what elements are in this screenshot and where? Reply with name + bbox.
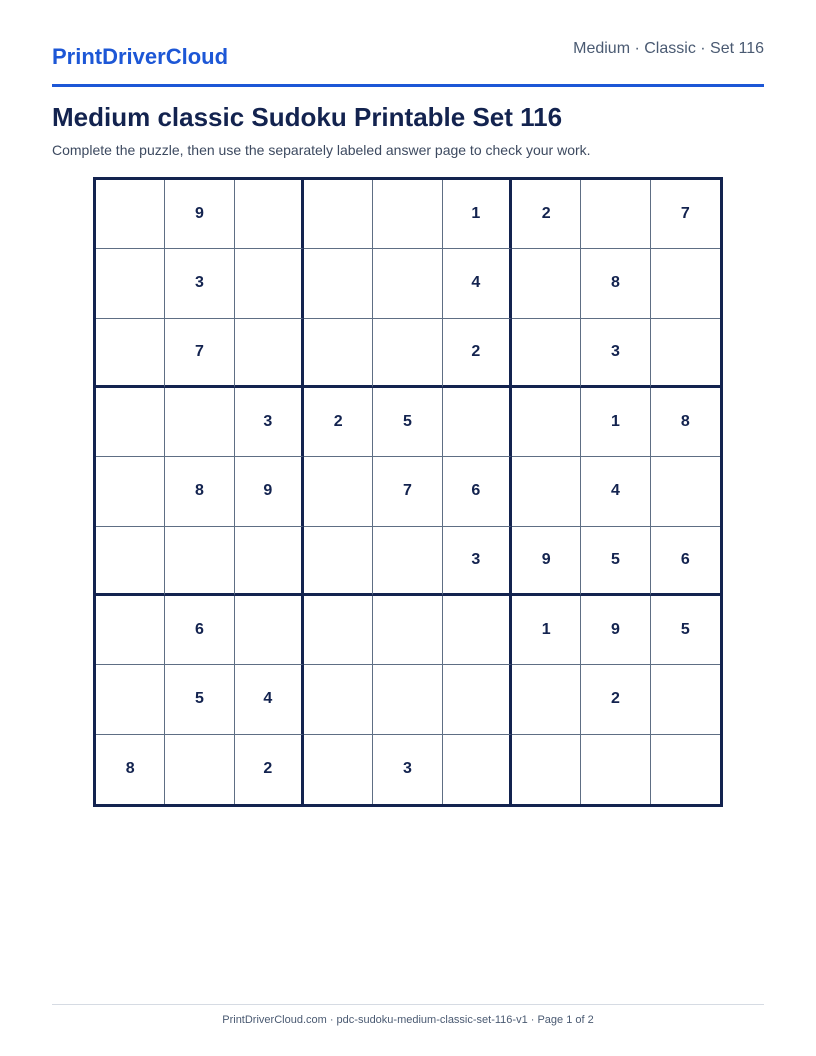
sudoku-cell[interactable] <box>443 665 512 734</box>
page-subtitle: Complete the puzzle, then use the separately labeled answer page to check your work. <box>52 142 591 158</box>
sudoku-cell[interactable]: 3 <box>581 319 650 388</box>
sudoku-cell[interactable] <box>512 388 581 457</box>
sudoku-cell[interactable] <box>373 665 442 734</box>
footer-divider <box>52 1004 764 1005</box>
sudoku-cell[interactable] <box>96 180 165 249</box>
sudoku-cell[interactable] <box>96 249 165 318</box>
puzzle-meta: Medium · Classic · Set 116 <box>573 40 764 57</box>
sudoku-cell[interactable]: 6 <box>651 527 720 596</box>
sudoku-cell[interactable] <box>235 319 304 388</box>
sudoku-cell[interactable] <box>304 249 373 318</box>
page-footer: PrintDriverCloud.com · pdc-sudoku-medium-classic-set-116-v1 · Page 1 of 2 <box>222 1014 594 1026</box>
sudoku-cell[interactable]: 8 <box>96 735 165 804</box>
sudoku-cell[interactable]: 9 <box>581 596 650 665</box>
sudoku-cell[interactable]: 5 <box>581 527 650 596</box>
sudoku-cell[interactable] <box>373 527 442 596</box>
sudoku-cell[interactable]: 4 <box>443 249 512 318</box>
sudoku-cell[interactable] <box>235 249 304 318</box>
sudoku-cell[interactable]: 8 <box>581 249 650 318</box>
sudoku-cell[interactable]: 7 <box>651 180 720 249</box>
sudoku-cell[interactable] <box>165 388 234 457</box>
sudoku-cell[interactable] <box>651 665 720 734</box>
sudoku-cell[interactable]: 1 <box>443 180 512 249</box>
sudoku-cell[interactable]: 5 <box>373 388 442 457</box>
sudoku-cell[interactable]: 1 <box>512 596 581 665</box>
sudoku-cell[interactable] <box>235 527 304 596</box>
sudoku-cell[interactable]: 2 <box>443 319 512 388</box>
sudoku-cell[interactable]: 7 <box>165 319 234 388</box>
sudoku-cell[interactable] <box>443 596 512 665</box>
sudoku-cell[interactable]: 5 <box>165 665 234 734</box>
sudoku-cell[interactable]: 9 <box>512 527 581 596</box>
sudoku-cell[interactable] <box>651 457 720 526</box>
sudoku-cell[interactable] <box>443 388 512 457</box>
sudoku-cell[interactable] <box>512 457 581 526</box>
sudoku-cell[interactable]: 2 <box>581 665 650 734</box>
sudoku-cell[interactable] <box>304 596 373 665</box>
sudoku-cell[interactable]: 4 <box>581 457 650 526</box>
sudoku-cell[interactable]: 3 <box>443 527 512 596</box>
page-title: Medium classic Sudoku Printable Set 116 <box>52 102 563 132</box>
sudoku-cell[interactable] <box>304 319 373 388</box>
sudoku-cell[interactable] <box>512 665 581 734</box>
sudoku-cell[interactable] <box>304 665 373 734</box>
sudoku-cell[interactable] <box>165 527 234 596</box>
sudoku-cell[interactable] <box>96 388 165 457</box>
sudoku-cell[interactable] <box>373 249 442 318</box>
sudoku-cell[interactable] <box>96 457 165 526</box>
sudoku-cell[interactable] <box>581 180 650 249</box>
sudoku-cell[interactable]: 6 <box>165 596 234 665</box>
sudoku-cell[interactable] <box>165 735 234 804</box>
sudoku-cell[interactable]: 3 <box>373 735 442 804</box>
sudoku-cell[interactable] <box>304 457 373 526</box>
sudoku-cell[interactable] <box>373 180 442 249</box>
sudoku-cell[interactable]: 6 <box>443 457 512 526</box>
sudoku-cell[interactable] <box>512 319 581 388</box>
sudoku-cell[interactable] <box>443 735 512 804</box>
sudoku-cell[interactable]: 1 <box>581 388 650 457</box>
sudoku-cell[interactable]: 3 <box>165 249 234 318</box>
sudoku-cell[interactable] <box>651 735 720 804</box>
sudoku-cell[interactable] <box>651 319 720 388</box>
sudoku-cell[interactable] <box>512 735 581 804</box>
sudoku-cell[interactable] <box>96 665 165 734</box>
sudoku-cell[interactable]: 3 <box>235 388 304 457</box>
sudoku-cell[interactable] <box>235 596 304 665</box>
sudoku-cell[interactable]: 5 <box>651 596 720 665</box>
sudoku-cell[interactable] <box>304 527 373 596</box>
sudoku-cell[interactable] <box>651 249 720 318</box>
sudoku-cell[interactable] <box>96 596 165 665</box>
sudoku-cell[interactable] <box>235 180 304 249</box>
sudoku-cell[interactable]: 2 <box>304 388 373 457</box>
sudoku-cell[interactable]: 2 <box>512 180 581 249</box>
sudoku-cell[interactable] <box>304 735 373 804</box>
sudoku-cell[interactable]: 7 <box>373 457 442 526</box>
sudoku-cell[interactable]: 4 <box>235 665 304 734</box>
sudoku-cell[interactable] <box>304 180 373 249</box>
sudoku-cell[interactable] <box>373 596 442 665</box>
sudoku-grid <box>93 177 723 807</box>
sudoku-cell[interactable]: 9 <box>235 457 304 526</box>
brand-logo: PrintDriverCloud <box>52 44 229 69</box>
sudoku-cell[interactable] <box>373 319 442 388</box>
page-header <box>52 36 764 87</box>
sudoku-cell[interactable]: 8 <box>651 388 720 457</box>
sudoku-cell[interactable] <box>512 249 581 318</box>
sudoku-cell[interactable]: 9 <box>165 180 234 249</box>
sudoku-cell[interactable]: 8 <box>165 457 234 526</box>
sudoku-cell[interactable] <box>581 735 650 804</box>
sudoku-cell[interactable] <box>96 319 165 388</box>
sudoku-cell[interactable]: 2 <box>235 735 304 804</box>
sudoku-cell[interactable] <box>96 527 165 596</box>
